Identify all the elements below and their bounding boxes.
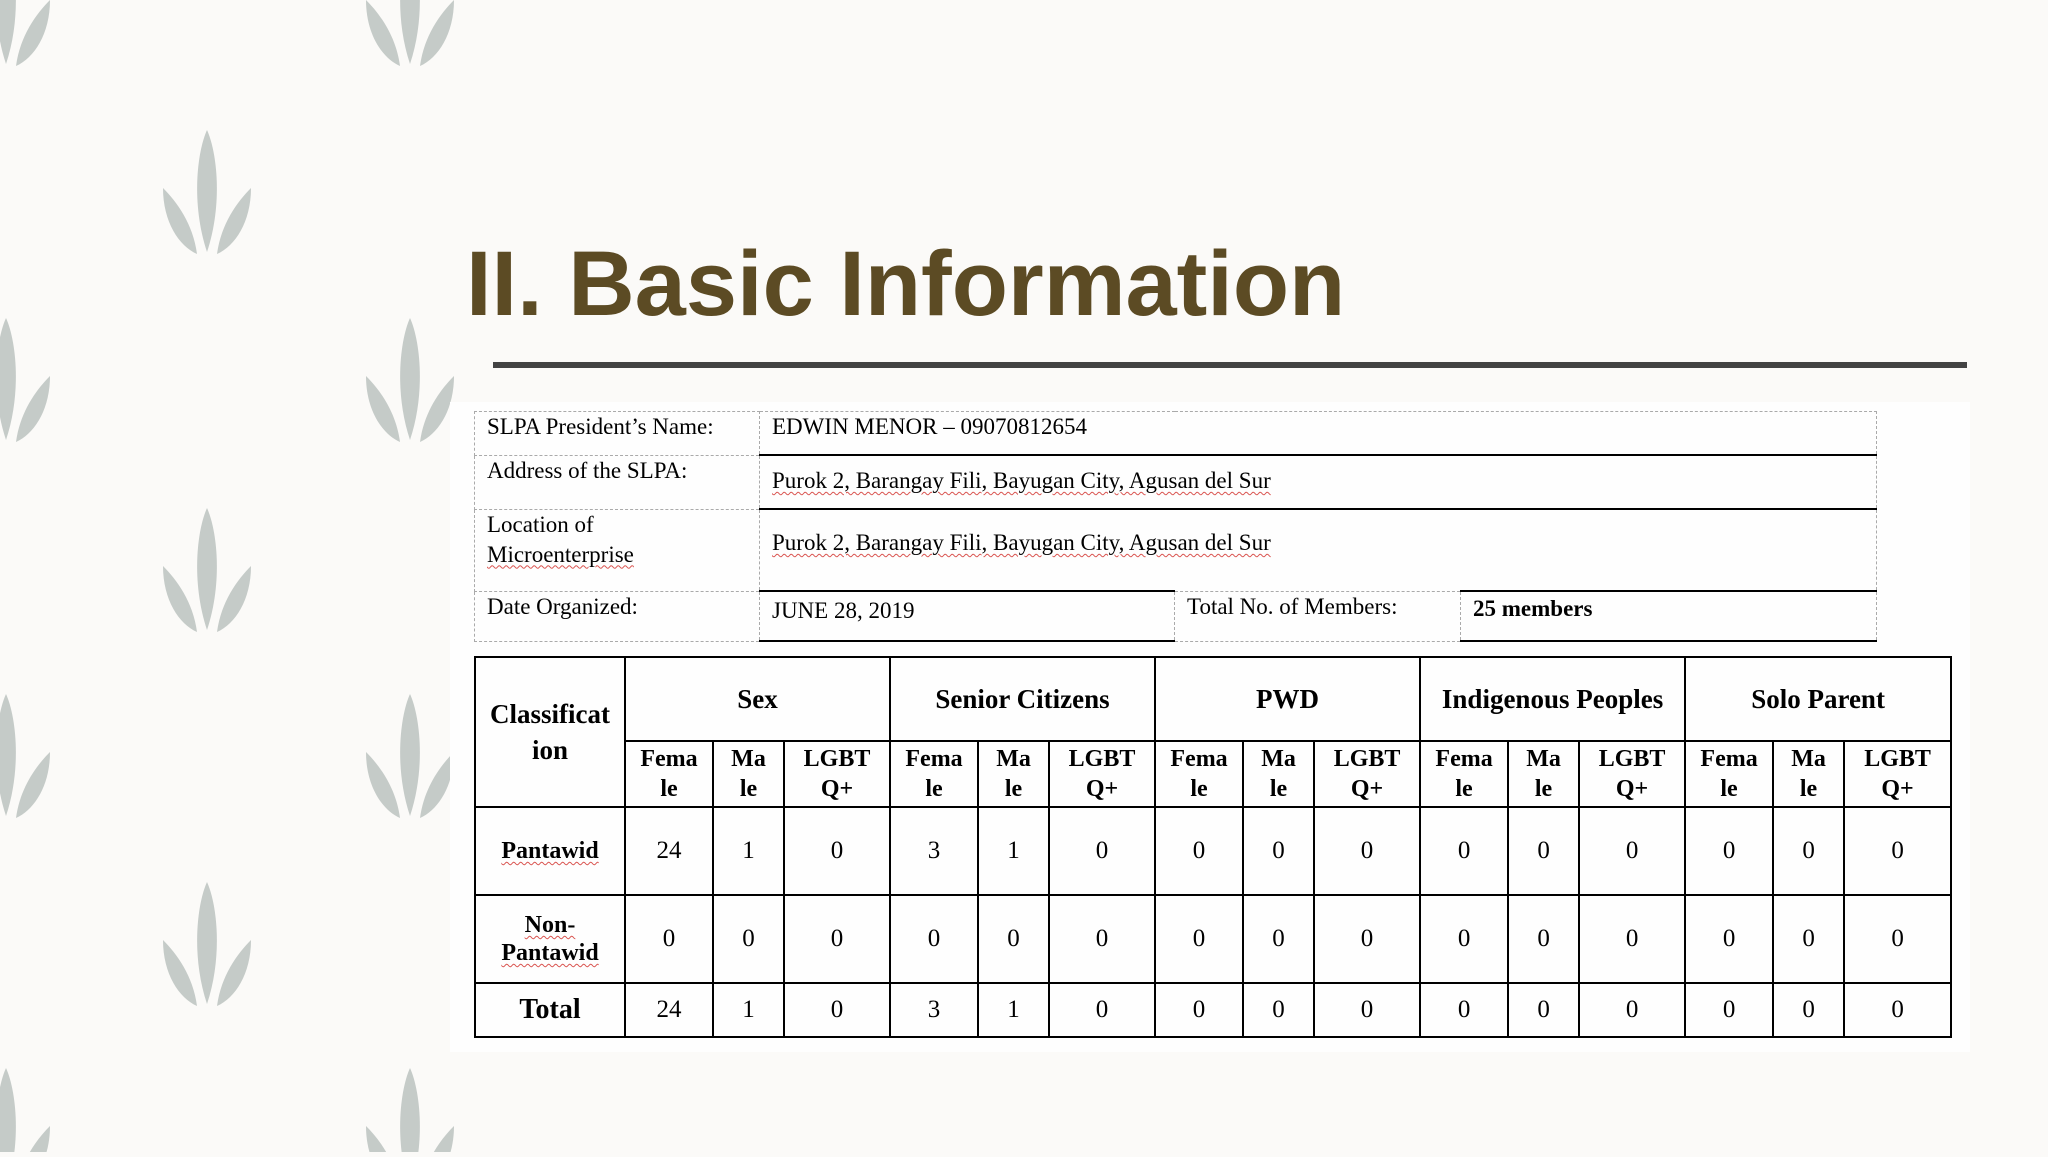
table-cell: 0 xyxy=(1685,895,1773,983)
subheader-male xyxy=(978,741,1049,807)
table-cell: 0 xyxy=(1243,983,1314,1037)
row-label-line1: Non- xyxy=(524,912,576,938)
table-cell: 0 xyxy=(1420,983,1508,1037)
leaf-pattern xyxy=(0,0,470,1152)
location-label xyxy=(475,509,760,591)
table-cell: 0 xyxy=(1243,895,1314,983)
subheader-line2: Q+ xyxy=(820,776,854,802)
subheader-line1: Ma xyxy=(996,746,1031,772)
subheader-lgbtq xyxy=(1579,741,1685,807)
subheader-line2: le xyxy=(1190,776,1208,802)
subheader-line1: LGBT xyxy=(1333,746,1401,772)
classification-header xyxy=(475,657,625,807)
group-header-pwd: PWD xyxy=(1155,657,1420,741)
subheader-line1: LGBT xyxy=(1598,746,1666,772)
subheader-lgbtq xyxy=(784,741,890,807)
subheader-male xyxy=(1773,741,1844,807)
table-cell: 0 xyxy=(1844,983,1951,1037)
subheader-lgbtq xyxy=(1049,741,1155,807)
table-cell: 0 xyxy=(1508,895,1579,983)
table-cell: 0 xyxy=(713,895,784,983)
subheader-female xyxy=(625,741,713,807)
subheader-female xyxy=(1155,741,1243,807)
row-label xyxy=(475,983,625,1037)
table-cell: 0 xyxy=(1685,983,1773,1037)
president-label: SLPA President’s Name: xyxy=(475,412,760,456)
group-header-indigenous-peoples: Indigenous Peoples xyxy=(1420,657,1685,741)
leaf-pattern-background xyxy=(0,0,470,1152)
table-cell: 0 xyxy=(1243,807,1314,895)
table-cell: 0 xyxy=(1314,983,1420,1037)
address-value xyxy=(760,455,1877,509)
leaf-icon xyxy=(0,1068,50,1152)
leaf-icon xyxy=(163,508,251,632)
table-cell: 0 xyxy=(1685,807,1773,895)
pantawid-row xyxy=(475,807,1951,895)
subheader-female xyxy=(890,741,978,807)
leaf-icon xyxy=(366,0,454,66)
table-cell: 1 xyxy=(978,983,1049,1037)
table-cell: 0 xyxy=(1049,895,1155,983)
address-value-text: Purok 2, Barangay Fili, Bayugan City, Agusan del Sur xyxy=(772,468,1271,493)
table-cell: 3 xyxy=(890,807,978,895)
table-cell: 0 xyxy=(1155,983,1243,1037)
subheader-male xyxy=(1508,741,1579,807)
subheader-line2: le xyxy=(1004,776,1023,802)
table-cell: 0 xyxy=(1773,983,1844,1037)
subheader-line2: le xyxy=(660,776,678,802)
leaf-icon xyxy=(0,694,50,818)
leaf-icon xyxy=(163,130,251,254)
leaf-icon xyxy=(0,0,50,66)
title-divider xyxy=(493,362,1967,368)
address-row xyxy=(475,455,1877,509)
table-cell: 0 xyxy=(1773,807,1844,895)
leaf-icon xyxy=(0,318,50,442)
row-label-line1: Total xyxy=(519,994,581,1025)
subheader-line1: Fema xyxy=(1700,746,1758,772)
subheader-line2: le xyxy=(1799,776,1818,802)
table-cell: 0 xyxy=(1314,895,1420,983)
location-value xyxy=(760,509,1877,591)
table-cell: 1 xyxy=(713,807,784,895)
date-label: Date Organized: xyxy=(475,591,760,641)
table-cell: 0 xyxy=(978,895,1049,983)
table-cell: 0 xyxy=(1579,983,1685,1037)
leaf-icon xyxy=(163,882,251,1006)
classification-header-line2: ion xyxy=(531,735,569,765)
group-header-senior-citizens: Senior Citizens xyxy=(890,657,1155,741)
table-cell: 0 xyxy=(1508,983,1579,1037)
subheader-female xyxy=(1685,741,1773,807)
group-header-sex: Sex xyxy=(625,657,890,741)
subheader-line2: Q+ xyxy=(1881,776,1914,802)
table-cell: 0 xyxy=(1420,807,1508,895)
location-value-text: Purok 2, Barangay Fili, Bayugan City, Agusan del Sur xyxy=(772,530,1271,555)
subheader-line1: LGBT xyxy=(1864,746,1931,772)
classification-header-line1: Classificat xyxy=(490,699,610,729)
leaf-icon xyxy=(366,318,454,442)
subheader-line2: le xyxy=(739,776,758,802)
subheader-line1: Ma xyxy=(1261,746,1296,772)
subheader-line2: Q+ xyxy=(1085,776,1119,802)
subheader-line1: Ma xyxy=(1791,746,1826,772)
table-cell: 0 xyxy=(1773,895,1844,983)
table-cell: 0 xyxy=(1314,807,1420,895)
row-label-line2: Pantawid xyxy=(501,940,599,966)
subheader-line1: Fema xyxy=(1435,746,1493,772)
subheader-line1: LGBT xyxy=(1068,746,1136,772)
subheader-line2: Q+ xyxy=(1615,776,1649,802)
basic-info-form xyxy=(474,411,1877,642)
table-cell: 0 xyxy=(1844,807,1951,895)
location-row xyxy=(475,509,1877,591)
table-cell: 0 xyxy=(625,895,713,983)
subheader-male xyxy=(713,741,784,807)
president-value: EDWIN MENOR – 09070812654 xyxy=(760,412,1877,456)
table-cell: 0 xyxy=(890,895,978,983)
total-row xyxy=(475,983,1951,1037)
table-cell: 24 xyxy=(625,983,713,1037)
subheader-line2: le xyxy=(1720,776,1738,802)
subheader-male xyxy=(1243,741,1314,807)
table-cell: 1 xyxy=(713,983,784,1037)
table-cell: 0 xyxy=(1155,895,1243,983)
subheader-line1: Fema xyxy=(1170,746,1228,772)
non-pantawid-row xyxy=(475,895,1951,983)
subheader-line2: le xyxy=(1534,776,1553,802)
members-label: Total No. of Members: xyxy=(1175,591,1461,641)
table-cell: 0 xyxy=(1049,983,1155,1037)
subheader-lgbtq xyxy=(1844,741,1951,807)
table-cell: 0 xyxy=(784,983,890,1037)
classification-table xyxy=(474,656,1952,1038)
subheader-line2: Q+ xyxy=(1350,776,1384,802)
row-label xyxy=(475,807,625,895)
table-cell: 0 xyxy=(1579,807,1685,895)
president-row xyxy=(475,412,1877,456)
subheader-line1: Ma xyxy=(1526,746,1561,772)
subheader-line2: le xyxy=(1455,776,1473,802)
table-cell: 0 xyxy=(1049,807,1155,895)
table-cell: 1 xyxy=(978,807,1049,895)
leaf-icon xyxy=(366,694,454,818)
table-cell: 0 xyxy=(784,807,890,895)
group-header-row xyxy=(475,657,1951,741)
table-cell: 0 xyxy=(1508,807,1579,895)
date-members-row xyxy=(475,591,1877,641)
table-cell: 0 xyxy=(1579,895,1685,983)
table-cell: 0 xyxy=(1420,895,1508,983)
subheader-row xyxy=(475,741,1951,807)
subheader-line1: Ma xyxy=(731,746,766,772)
subheader-line1: Fema xyxy=(640,746,698,772)
subheader-line2: le xyxy=(1269,776,1288,802)
members-value: 25 members xyxy=(1461,591,1877,641)
table-cell: 3 xyxy=(890,983,978,1037)
table-cell: 0 xyxy=(1844,895,1951,983)
group-header-solo-parent: Solo Parent xyxy=(1685,657,1951,741)
subheader-female xyxy=(1420,741,1508,807)
subheader-line1: Fema xyxy=(905,746,963,772)
date-value: JUNE 28, 2019 xyxy=(760,591,1175,641)
table-cell: 24 xyxy=(625,807,713,895)
table-cell: 0 xyxy=(784,895,890,983)
address-label: Address of the SLPA: xyxy=(475,455,760,509)
subheader-lgbtq xyxy=(1314,741,1420,807)
location-label-line2: Microenterprise xyxy=(487,541,634,567)
location-label-line1: Location of xyxy=(487,511,594,537)
row-label xyxy=(475,895,625,983)
subheader-line1: LGBT xyxy=(803,746,871,772)
slide-title: II. Basic Information xyxy=(466,233,1346,335)
leaf-icon xyxy=(366,1068,454,1152)
table-cell: 0 xyxy=(1155,807,1243,895)
row-label-line1: Pantawid xyxy=(501,838,599,864)
subheader-line2: le xyxy=(925,776,943,802)
